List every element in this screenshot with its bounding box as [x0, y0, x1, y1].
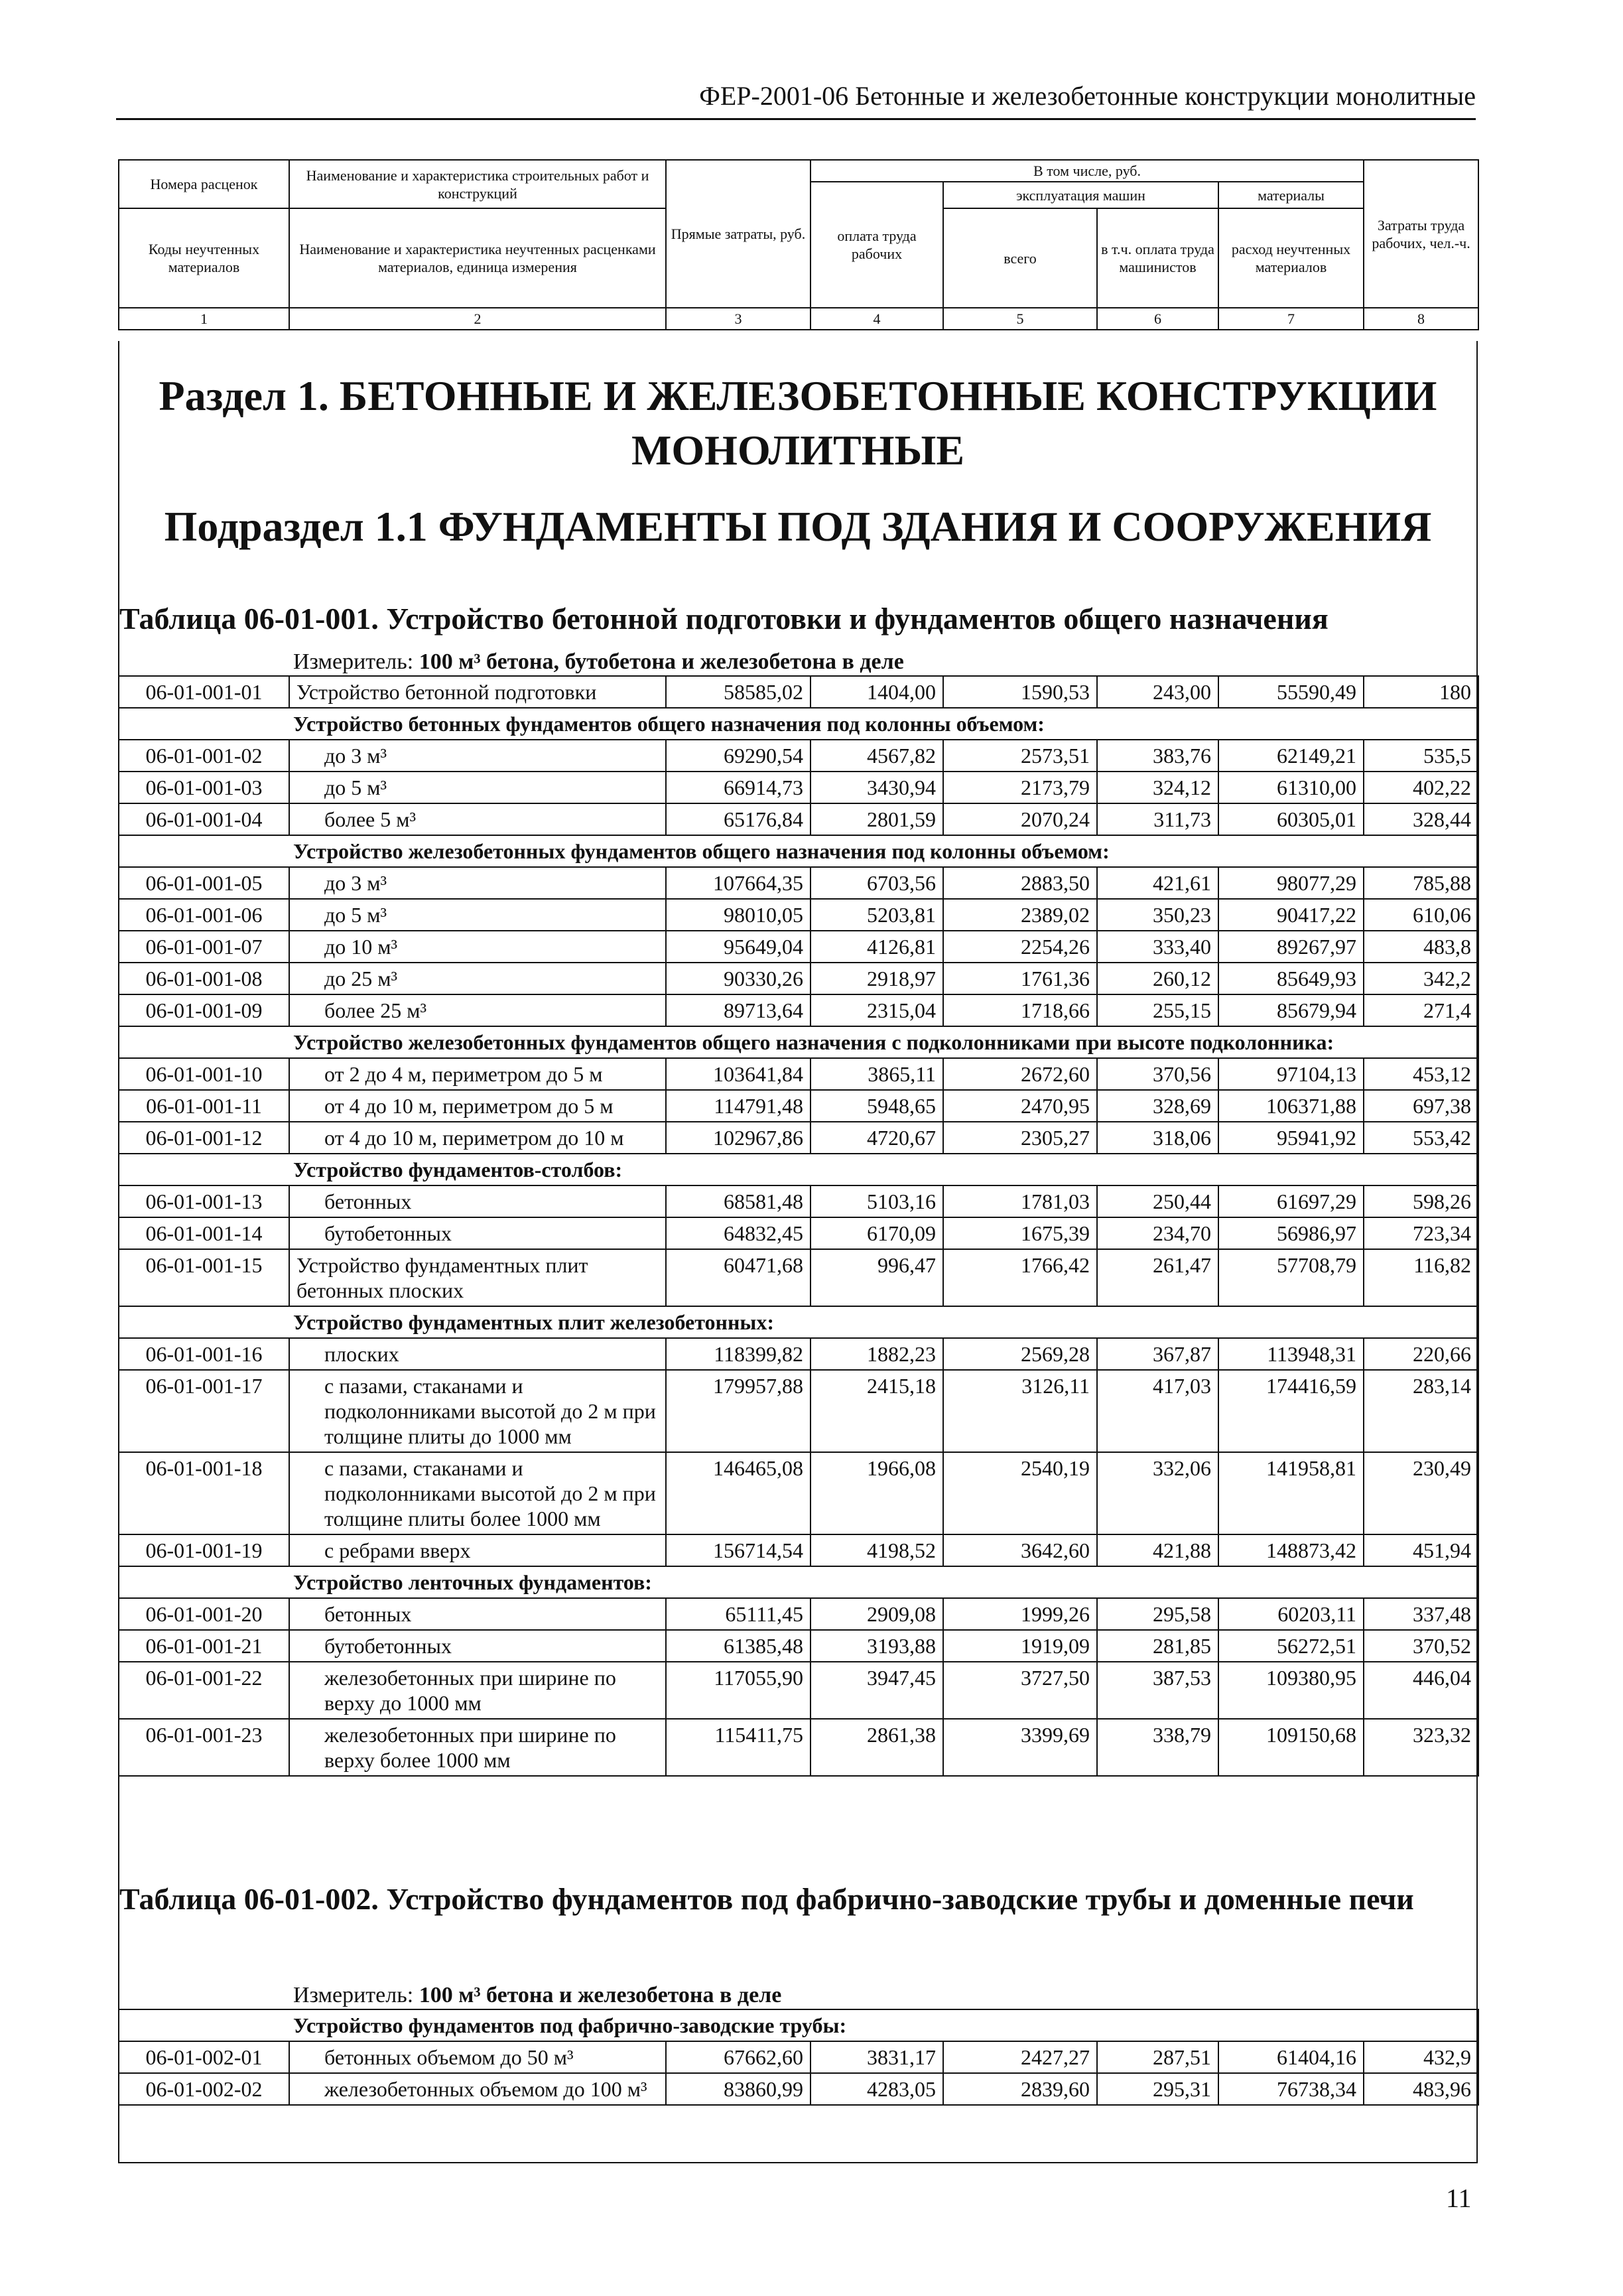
labor-hours: 598,26 — [1364, 1185, 1478, 1217]
machine-costs: 1766,42 — [943, 1249, 1097, 1306]
work-name: до 3 м³ — [289, 867, 666, 899]
work-name: бутобетонных — [289, 1630, 666, 1662]
direct-costs: 58585,02 — [666, 676, 811, 708]
direct-costs: 90330,26 — [666, 963, 811, 994]
rate-row — [119, 1185, 1478, 1217]
machine-costs: 1675,39 — [943, 1217, 1097, 1249]
machine-costs: 3727,50 — [943, 1662, 1097, 1719]
rate-row — [119, 1090, 1478, 1122]
rate-row — [119, 676, 1478, 708]
material-costs: 61697,29 — [1218, 1185, 1364, 1217]
direct-costs: 102967,86 — [666, 1122, 811, 1154]
labor-hours: 553,42 — [1364, 1122, 1478, 1154]
material-costs: 57708,79 — [1218, 1249, 1364, 1306]
rate-code: 06-01-001-10 — [119, 1058, 289, 1090]
operator-pay: 350,23 — [1097, 899, 1218, 931]
labor-pay: 6703,56 — [811, 867, 943, 899]
col-num-6: 6 — [1097, 308, 1218, 330]
header-including: В том числе, руб. — [811, 160, 1364, 182]
labor-hours: 483,96 — [1364, 2073, 1478, 2105]
work-name: плоских — [289, 1338, 666, 1370]
rate-code: 06-01-001-11 — [119, 1090, 289, 1122]
direct-costs: 117055,90 — [666, 1662, 811, 1719]
labor-hours: 535,5 — [1364, 740, 1478, 772]
labor-pay: 3430,94 — [811, 772, 943, 803]
subgroup-row — [119, 1154, 1478, 1185]
direct-costs: 156714,54 — [666, 1534, 811, 1566]
table-06-01-001-meter — [293, 649, 904, 675]
labor-hours: 402,22 — [1364, 772, 1478, 803]
material-costs: 85679,94 — [1218, 994, 1364, 1026]
rate-code: 06-01-001-01 — [119, 676, 289, 708]
subgroup-row — [119, 708, 1478, 740]
operator-pay: 367,87 — [1097, 1338, 1218, 1370]
rate-row — [119, 2041, 1478, 2073]
material-costs: 174416,59 — [1218, 1370, 1364, 1452]
page-number: 11 — [1446, 2183, 1472, 2213]
machine-costs: 2883,50 — [943, 867, 1097, 899]
direct-costs: 61385,48 — [666, 1630, 811, 1662]
operator-pay: 255,15 — [1097, 994, 1218, 1026]
rate-code: 06-01-001-09 — [119, 994, 289, 1026]
rate-code: 06-01-002-02 — [119, 2073, 289, 2105]
material-costs: 109150,68 — [1218, 1719, 1364, 1776]
subgroup-heading: Устройство железобетонных фундаментов общего назначения под колонны объемом: — [119, 835, 1478, 867]
labor-hours: 453,12 — [1364, 1058, 1478, 1090]
operator-pay: 287,51 — [1097, 2041, 1218, 2073]
rate-code: 06-01-001-21 — [119, 1630, 289, 1662]
material-costs: 62149,21 — [1218, 740, 1364, 772]
rate-row — [119, 963, 1478, 994]
rate-row — [119, 1217, 1478, 1249]
machine-costs: 2470,95 — [943, 1090, 1097, 1122]
subgroup-heading: Устройство фундаментов-столбов: — [119, 1154, 1478, 1185]
meter-label: Измеритель: — [293, 649, 414, 674]
rate-code: 06-01-001-02 — [119, 740, 289, 772]
work-name: более 5 м³ — [289, 803, 666, 835]
rate-row — [119, 1370, 1478, 1452]
labor-pay: 3193,88 — [811, 1630, 943, 1662]
material-costs: 95941,92 — [1218, 1122, 1364, 1154]
labor-hours: 610,06 — [1364, 899, 1478, 931]
direct-costs: 66914,73 — [666, 772, 811, 803]
labor-hours: 283,14 — [1364, 1370, 1478, 1452]
operator-pay: 324,12 — [1097, 772, 1218, 803]
machine-costs: 3126,11 — [943, 1370, 1097, 1452]
machine-costs: 2070,24 — [943, 803, 1097, 835]
rate-code: 06-01-001-17 — [119, 1370, 289, 1452]
direct-costs: 65176,84 — [666, 803, 811, 835]
labor-pay: 5203,81 — [811, 899, 943, 931]
machine-costs: 1999,26 — [943, 1598, 1097, 1630]
labor-pay: 4126,81 — [811, 931, 943, 963]
machine-costs: 3399,69 — [943, 1719, 1097, 1776]
material-costs: 90417,22 — [1218, 899, 1364, 931]
operator-pay: 261,47 — [1097, 1249, 1218, 1306]
direct-costs: 95649,04 — [666, 931, 811, 963]
material-costs: 61404,16 — [1218, 2041, 1364, 2073]
direct-costs: 146465,08 — [666, 1452, 811, 1534]
work-name: Устройство бетонной подготовки — [289, 676, 666, 708]
work-name: до 10 м³ — [289, 931, 666, 963]
work-name: железобетонных объемом до 100 м³ — [289, 2073, 666, 2105]
material-costs: 141958,81 — [1218, 1452, 1364, 1534]
header-operator-pay: в т.ч. оплата труда машинистов — [1097, 208, 1218, 308]
direct-costs: 67662,60 — [666, 2041, 811, 2073]
direct-costs: 103641,84 — [666, 1058, 811, 1090]
material-costs: 85649,93 — [1218, 963, 1364, 994]
labor-hours: 116,82 — [1364, 1249, 1478, 1306]
labor-hours: 220,66 — [1364, 1338, 1478, 1370]
machine-costs: 3642,60 — [943, 1534, 1097, 1566]
table-06-01-002-meter — [293, 1982, 781, 2009]
labor-pay: 4567,82 — [811, 740, 943, 772]
material-costs: 97104,13 — [1218, 1058, 1364, 1090]
labor-pay: 2415,18 — [811, 1370, 943, 1452]
rate-code: 06-01-001-23 — [119, 1719, 289, 1776]
meter-value: 100 м³ бетона, бутобетона и железобетона в деле — [419, 649, 904, 674]
machine-costs: 2569,28 — [943, 1338, 1097, 1370]
work-name: до 25 м³ — [289, 963, 666, 994]
machine-costs: 1919,09 — [943, 1630, 1097, 1662]
work-name: бетонных — [289, 1185, 666, 1217]
direct-costs: 64832,45 — [666, 1217, 811, 1249]
header-materials: материалы — [1218, 182, 1364, 208]
rate-code: 06-01-001-03 — [119, 772, 289, 803]
material-costs: 113948,31 — [1218, 1338, 1364, 1370]
material-costs: 109380,95 — [1218, 1662, 1364, 1719]
labor-pay: 1404,00 — [811, 676, 943, 708]
running-head: ФЕР-2001-06 Бетонные и железобетонные конструкции монолитные — [116, 80, 1476, 120]
direct-costs: 98010,05 — [666, 899, 811, 931]
subgroup-heading: Устройство фундаментных плит железобетонных: — [119, 1306, 1478, 1338]
work-name: от 2 до 4 м, периметром до 5 м — [289, 1058, 666, 1090]
direct-costs: 68581,48 — [666, 1185, 811, 1217]
table-06-01-002-title-text: Таблица 06-01-002. Устройство фундаментов под фабрично-заводские трубы и доменные печи — [119, 1882, 1414, 1916]
direct-costs: 179957,88 — [666, 1370, 811, 1452]
operator-pay: 260,12 — [1097, 963, 1218, 994]
rate-code: 06-01-001-07 — [119, 931, 289, 963]
rate-row — [119, 1630, 1478, 1662]
col-num-4: 4 — [811, 308, 943, 330]
rate-row — [119, 803, 1478, 835]
rate-row — [119, 772, 1478, 803]
operator-pay: 421,88 — [1097, 1534, 1218, 1566]
direct-costs: 83860,99 — [666, 2073, 811, 2105]
rate-row — [119, 2073, 1478, 2105]
material-costs: 61310,00 — [1218, 772, 1364, 803]
header-direct-costs: Прямые затраты, руб. — [666, 160, 811, 308]
work-name: с пазами, стаканами и подколонниками высотой до 2 м при толщине плиты до 1000 мм — [289, 1370, 666, 1452]
rate-row — [119, 1249, 1478, 1306]
labor-hours: 446,04 — [1364, 1662, 1478, 1719]
machine-costs: 1718,66 — [943, 994, 1097, 1026]
rate-row — [119, 1598, 1478, 1630]
machine-costs: 2839,60 — [943, 2073, 1097, 2105]
direct-costs: 89713,64 — [666, 994, 811, 1026]
rate-row — [119, 994, 1478, 1026]
operator-pay: 387,53 — [1097, 1662, 1218, 1719]
direct-costs: 65111,45 — [666, 1598, 811, 1630]
work-name: до 5 м³ — [289, 899, 666, 931]
rate-code: 06-01-001-08 — [119, 963, 289, 994]
rate-row — [119, 1452, 1478, 1534]
labor-hours: 271,4 — [1364, 994, 1478, 1026]
subgroup-heading: Устройство железобетонных фундаментов общего назначения с подколонниками при высоте подколонника: — [119, 1026, 1478, 1058]
direct-costs: 60471,68 — [666, 1249, 811, 1306]
work-name: с ребрами вверх — [289, 1534, 666, 1566]
subgroup-row — [119, 1026, 1478, 1058]
rate-row — [119, 899, 1478, 931]
rate-code: 06-01-001-05 — [119, 867, 289, 899]
subgroup-heading: Устройство ленточных фундаментов: — [119, 1566, 1478, 1598]
operator-pay: 311,73 — [1097, 803, 1218, 835]
direct-costs: 107664,35 — [666, 867, 811, 899]
labor-hours: 432,9 — [1364, 2041, 1478, 2073]
rate-code: 06-01-001-13 — [119, 1185, 289, 1217]
col-num-5: 5 — [943, 308, 1097, 330]
col-num-2: 2 — [289, 308, 666, 330]
operator-pay: 417,03 — [1097, 1370, 1218, 1452]
header-material-codes: Коды неучтенных материалов — [119, 208, 289, 308]
material-costs: 56272,51 — [1218, 1630, 1364, 1662]
rate-code: 06-01-001-18 — [119, 1452, 289, 1534]
work-name: с пазами, стаканами и подколонниками высотой до 2 м при толщине плиты более 1000 мм — [289, 1452, 666, 1534]
labor-hours: 328,44 — [1364, 803, 1478, 835]
direct-costs: 115411,75 — [666, 1719, 811, 1776]
operator-pay: 370,56 — [1097, 1058, 1218, 1090]
rate-row — [119, 740, 1478, 772]
rate-code: 06-01-001-20 — [119, 1598, 289, 1630]
rates-table-06-01-002 — [118, 2009, 1479, 2106]
labor-pay: 1966,08 — [811, 1452, 943, 1534]
header-material-names: Наименование и характеристика неучтенных расценками материалов, единица измерения — [289, 208, 666, 308]
labor-pay: 4198,52 — [811, 1534, 943, 1566]
material-costs: 76738,34 — [1218, 2073, 1364, 2105]
rate-row — [119, 1338, 1478, 1370]
operator-pay: 328,69 — [1097, 1090, 1218, 1122]
work-name: от 4 до 10 м, периметром до 5 м — [289, 1090, 666, 1122]
direct-costs: 69290,54 — [666, 740, 811, 772]
rate-code: 06-01-001-12 — [119, 1122, 289, 1154]
table-06-01-001-title: Таблица 06-01-001. Устройство бетонной подготовки и фундаментов общего назначения — [119, 602, 1329, 636]
rate-code: 06-01-002-01 — [119, 2041, 289, 2073]
labor-hours: 230,49 — [1364, 1452, 1478, 1534]
rates-table-06-01-001 — [118, 675, 1479, 1777]
machine-costs: 2573,51 — [943, 740, 1097, 772]
header-material-use: расход неучтенных материалов — [1218, 208, 1364, 308]
header-labor-pay: оплата труда рабочих — [811, 182, 943, 308]
rate-code: 06-01-001-22 — [119, 1662, 289, 1719]
rate-code: 06-01-001-06 — [119, 899, 289, 931]
machine-costs: 2305,27 — [943, 1122, 1097, 1154]
rate-row — [119, 931, 1478, 963]
rate-code: 06-01-001-15 — [119, 1249, 289, 1306]
material-costs: 60203,11 — [1218, 1598, 1364, 1630]
header-work-name: Наименование и характеристика строительных работ и конструкций — [289, 160, 666, 208]
operator-pay: 332,06 — [1097, 1452, 1218, 1534]
work-name: железобетонных при ширине по верху более 1000 мм — [289, 1719, 666, 1776]
operator-pay: 383,76 — [1097, 740, 1218, 772]
subgroup-heading: Устройство бетонных фундаментов общего назначения под колонны объемом: — [119, 708, 1478, 740]
labor-hours: 337,48 — [1364, 1598, 1478, 1630]
labor-hours: 451,94 — [1364, 1534, 1478, 1566]
work-name: более 25 м³ — [289, 994, 666, 1026]
material-costs: 89267,97 — [1218, 931, 1364, 963]
rate-row — [119, 1534, 1478, 1566]
work-name: до 5 м³ — [289, 772, 666, 803]
rate-row — [119, 867, 1478, 899]
direct-costs: 114791,48 — [666, 1090, 811, 1122]
rate-row — [119, 1662, 1478, 1719]
labor-pay: 1882,23 — [811, 1338, 943, 1370]
labor-pay: 4283,05 — [811, 2073, 943, 2105]
operator-pay: 318,06 — [1097, 1122, 1218, 1154]
operator-pay: 295,31 — [1097, 2073, 1218, 2105]
labor-hours: 723,34 — [1364, 1217, 1478, 1249]
labor-pay: 996,47 — [811, 1249, 943, 1306]
machine-costs: 1590,53 — [943, 676, 1097, 708]
work-name: до 3 м³ — [289, 740, 666, 772]
labor-pay: 5948,65 — [811, 1090, 943, 1122]
operator-pay: 295,58 — [1097, 1598, 1218, 1630]
machine-costs: 1781,03 — [943, 1185, 1097, 1217]
machine-costs: 2389,02 — [943, 899, 1097, 931]
col-num-3: 3 — [666, 308, 811, 330]
labor-hours: 785,88 — [1364, 867, 1478, 899]
work-name: бетонных объемом до 50 м³ — [289, 2041, 666, 2073]
labor-pay: 5103,16 — [811, 1185, 943, 1217]
material-costs: 55590,49 — [1218, 676, 1364, 708]
labor-pay: 3831,17 — [811, 2041, 943, 2073]
material-costs: 106371,88 — [1218, 1090, 1364, 1122]
labor-hours: 342,2 — [1364, 963, 1478, 994]
header-labor-hours: Затраты труда рабочих, чел.-ч. — [1364, 160, 1478, 308]
labor-pay: 2909,08 — [811, 1598, 943, 1630]
operator-pay: 333,40 — [1097, 931, 1218, 963]
table-06-01-002-title — [119, 1881, 1499, 1918]
rate-row — [119, 1719, 1478, 1776]
meter-value: 100 м³ бетона и железобетона в деле — [419, 1983, 782, 2007]
machine-costs: 1761,36 — [943, 963, 1097, 994]
labor-pay: 2315,04 — [811, 994, 943, 1026]
labor-pay: 3865,11 — [811, 1058, 943, 1090]
header-machines-total: всего — [943, 208, 1097, 308]
col-num-8: 8 — [1364, 308, 1478, 330]
header-rate-numbers: Номера расценок — [119, 160, 289, 208]
machine-costs: 2254,26 — [943, 931, 1097, 963]
operator-pay: 243,00 — [1097, 676, 1218, 708]
operator-pay: 421,61 — [1097, 867, 1218, 899]
work-name: железобетонных при ширине по верху до 1000 мм — [289, 1662, 666, 1719]
subsection-title: Подраздел 1.1 ФУНДАМЕНТЫ ПОД ЗДАНИЯ И СООРУЖЕНИЯ — [164, 503, 1432, 550]
subgroup-row — [119, 835, 1478, 867]
material-costs: 148873,42 — [1218, 1534, 1364, 1566]
work-name: бетонных — [289, 1598, 666, 1630]
labor-hours: 483,8 — [1364, 931, 1478, 963]
labor-hours: 323,32 — [1364, 1719, 1478, 1776]
operator-pay: 281,85 — [1097, 1630, 1218, 1662]
direct-costs: 118399,82 — [666, 1338, 811, 1370]
labor-pay: 3947,45 — [811, 1662, 943, 1719]
work-name: от 4 до 10 м, периметром до 10 м — [289, 1122, 666, 1154]
column-header-table — [118, 159, 1479, 330]
labor-pay: 2801,59 — [811, 803, 943, 835]
operator-pay: 250,44 — [1097, 1185, 1218, 1217]
subgroup-row — [119, 1306, 1478, 1338]
labor-pay: 2861,38 — [811, 1719, 943, 1776]
material-costs: 98077,29 — [1218, 867, 1364, 899]
rate-row — [119, 1058, 1478, 1090]
operator-pay: 338,79 — [1097, 1719, 1218, 1776]
subgroup-row — [119, 2009, 1478, 2041]
machine-costs: 2427,27 — [943, 2041, 1097, 2073]
rate-code: 06-01-001-19 — [119, 1534, 289, 1566]
machine-costs: 2173,79 — [943, 772, 1097, 803]
machine-costs: 2540,19 — [943, 1452, 1097, 1534]
col-num-1: 1 — [119, 308, 289, 330]
rate-code: 06-01-001-14 — [119, 1217, 289, 1249]
labor-hours: 697,38 — [1364, 1090, 1478, 1122]
labor-hours: 370,52 — [1364, 1630, 1478, 1662]
section-title: Раздел 1. БЕТОННЫЕ И ЖЕЛЕЗОБЕТОННЫЕ КОНСТРУКЦИИ МОНОЛИТНЫЕ — [159, 372, 1437, 474]
labor-pay: 4720,67 — [811, 1122, 943, 1154]
header-machines: эксплуатация машин — [943, 182, 1218, 208]
work-name: бутобетонных — [289, 1217, 666, 1249]
meter-label: Измеритель: — [293, 1983, 414, 2007]
machine-costs: 2672,60 — [943, 1058, 1097, 1090]
subgroup-heading: Устройство фундаментов под фабрично-заводские трубы: — [119, 2009, 1478, 2041]
material-costs: 56986,97 — [1218, 1217, 1364, 1249]
labor-hours: 180 — [1364, 676, 1478, 708]
rate-code: 06-01-001-04 — [119, 803, 289, 835]
subgroup-row — [119, 1566, 1478, 1598]
labor-pay: 6170,09 — [811, 1217, 943, 1249]
labor-pay: 2918,97 — [811, 963, 943, 994]
col-num-7: 7 — [1218, 308, 1364, 330]
material-costs: 60305,01 — [1218, 803, 1364, 835]
rate-row — [119, 1122, 1478, 1154]
rate-code: 06-01-001-16 — [119, 1338, 289, 1370]
work-name: Устройство фундаментных плит бетонных плоских — [289, 1249, 666, 1306]
operator-pay: 234,70 — [1097, 1217, 1218, 1249]
